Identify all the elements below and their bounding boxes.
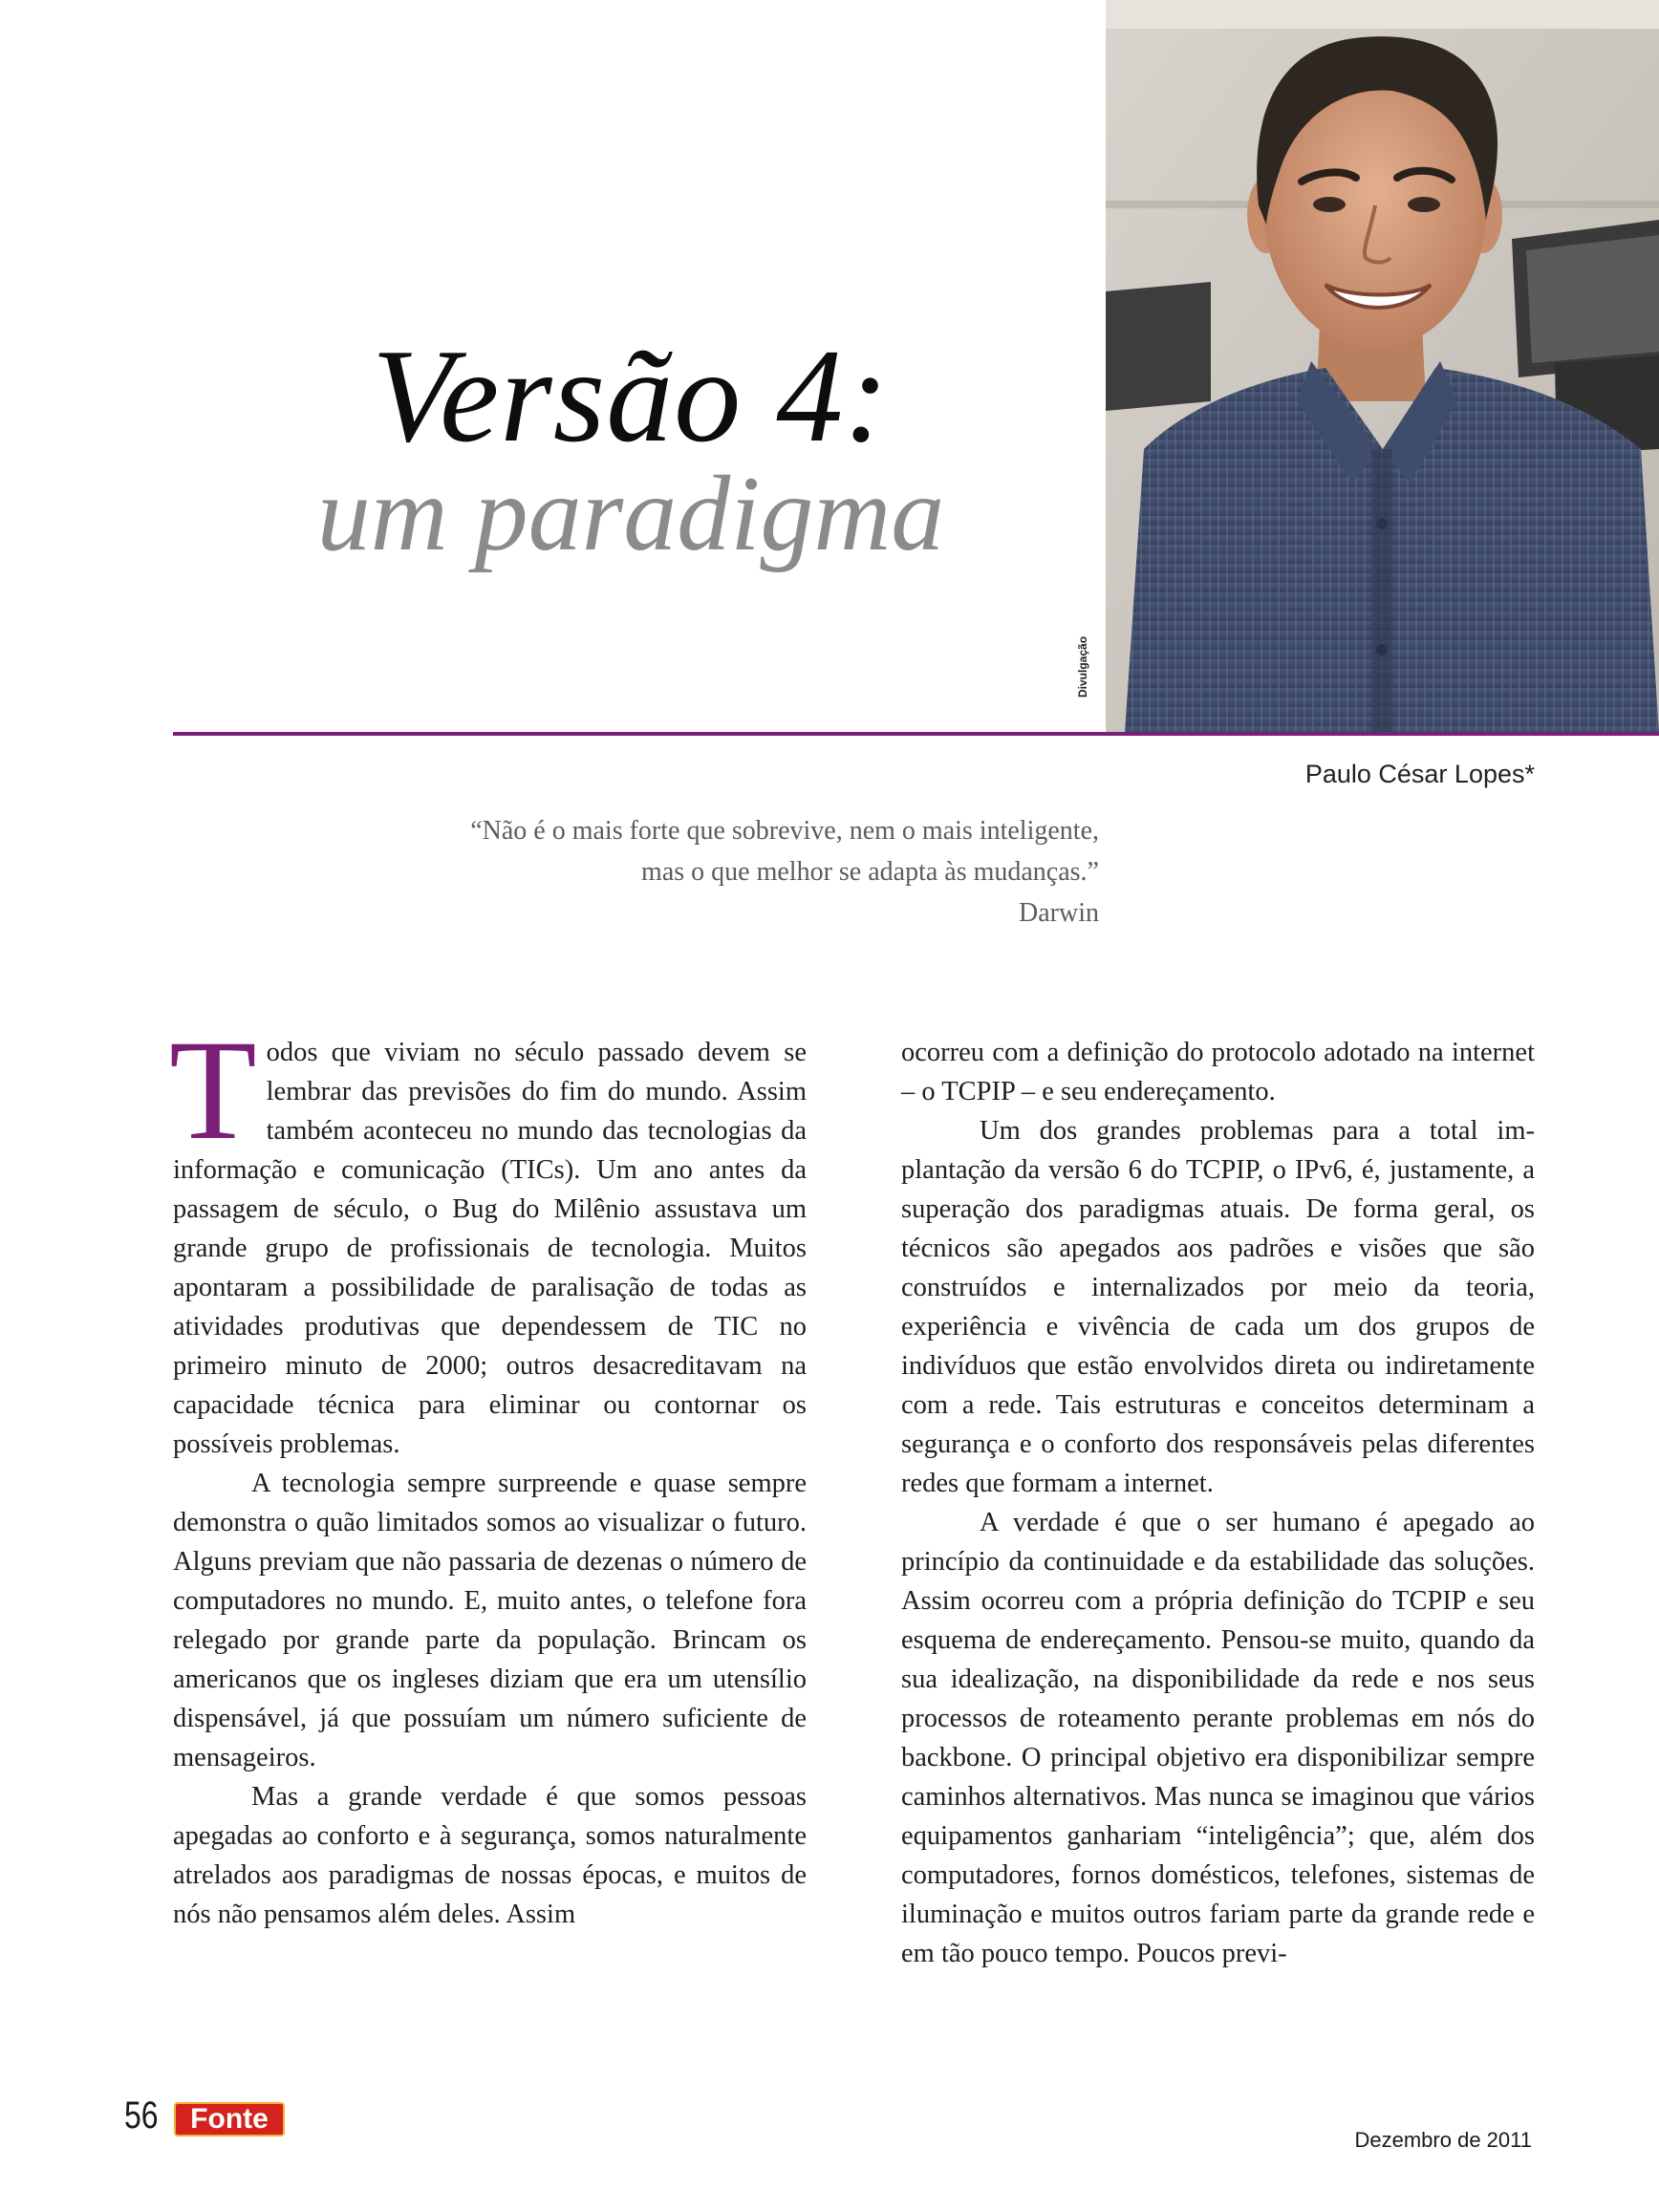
article-column-left [169, 1011, 807, 1934]
article-title: Versão 4: [372, 322, 890, 470]
paragraph: Um dos grandes problemas para a total implantação da versão 6 do TCPIP, o IPv6, é, justamente, a superação dos paradigmas atuais. De forma geral, os técnicos são apegados aos padrões e visões que são construídos e internalizados por meio da teoria, experiência e vivência de cada um dos grupos de indivíduos que estão envolvidos direta ou indiretamente com a rede. Tais estruturas e conceitos determinam a segurança e o conforto dos responsáveis pelas diferentes redes que formam a internet. [901, 1116, 1535, 1498]
byline: Paulo César Lopes* [1304, 760, 1535, 788]
paragraph: Mas a grande verdade é que somos pessoas apegadas ao conforto e à segurança, somos naturalmente atrelados aos paradigmas de nossas épocas, e muitos de nós não pensamos além deles. Assim [173, 1782, 807, 1929]
magazine-logo: Fonte [174, 2102, 285, 2137]
paragraph: A tecnologia sempre surpreende e quase sempre demonstra o quão limitados somos ao visualizar o futuro. Alguns previam que não passaria de dezenas o número de computadores no mundo. E, muito antes, o telefone fora relegado por grande parte da população. Brincam os americanos que os ingleses diziam que era um utensílio dispensável, já que possuíam um número suficiente de mensageiros. [173, 1469, 807, 1772]
epigraph-attribution: Darwin [1019, 898, 1099, 928]
paragraph: ocorreu com a definição do protocolo adotado na internet – o TCPIP – e seu endereçamento. [901, 1038, 1535, 1106]
epigraph-line: “Não é o mais forte que sobrevive, nem o mais inteligente, [470, 816, 1099, 846]
drop-cap: T [169, 1011, 257, 1170]
epigraph-line: mas o que melhor se adapta às mudanças.” [641, 857, 1099, 887]
title-divider [173, 732, 1659, 736]
paragraph [169, 1011, 807, 1464]
article-column-right [901, 1033, 1535, 1973]
epigraph [287, 810, 1099, 934]
paragraph-text: odos que viviam no século passado devem se lembrar das previsões do fim do mundo. Assim também aconteceu no mundo das tecnologias da informação e comunicação (TICs). Um ano antes da passagem de século, o Bug do Milênio assustava um grande grupo de profissionais de tecnologia. Muitos apontaram a possibilidade de paralisação de todas as atividades produtivas que dependessem de TIC no primeiro minuto de 2000; outros desacreditavam na capacidade técnica para eliminar ou contornar os possíveis problemas. [173, 1038, 807, 1459]
paragraph: A verdade é que o ser humano é apegado ao princípio da continuidade e da estabilidade das soluções. Assim ocorreu com a própria definição do TCPIP e seu esquema de endereçamento. Pensou-se muito, quando da sua idealização, na disponibilidade da rede e nos seus processos de roteamento perante problemas em nós do backbone. O principal objetivo era disponibilizar sempre caminhos alternativos. Mas nunca se imaginou que vários equipamentos ganhariam “inteligência”; que, além dos computadores, fornos domésticos, telefones, sistemas de iluminação e muitos outros fariam parte da grande rede e em tão pouco tempo. Poucos previ- [901, 1508, 1535, 1968]
page-number: 56 [124, 2094, 159, 2137]
author-photo [1106, 0, 1659, 733]
issue-date: Dezembro de 2011 [1354, 2128, 1532, 2152]
article-subtitle: um paradigma [316, 455, 945, 573]
photo-credit: Divulgação [1076, 635, 1089, 698]
